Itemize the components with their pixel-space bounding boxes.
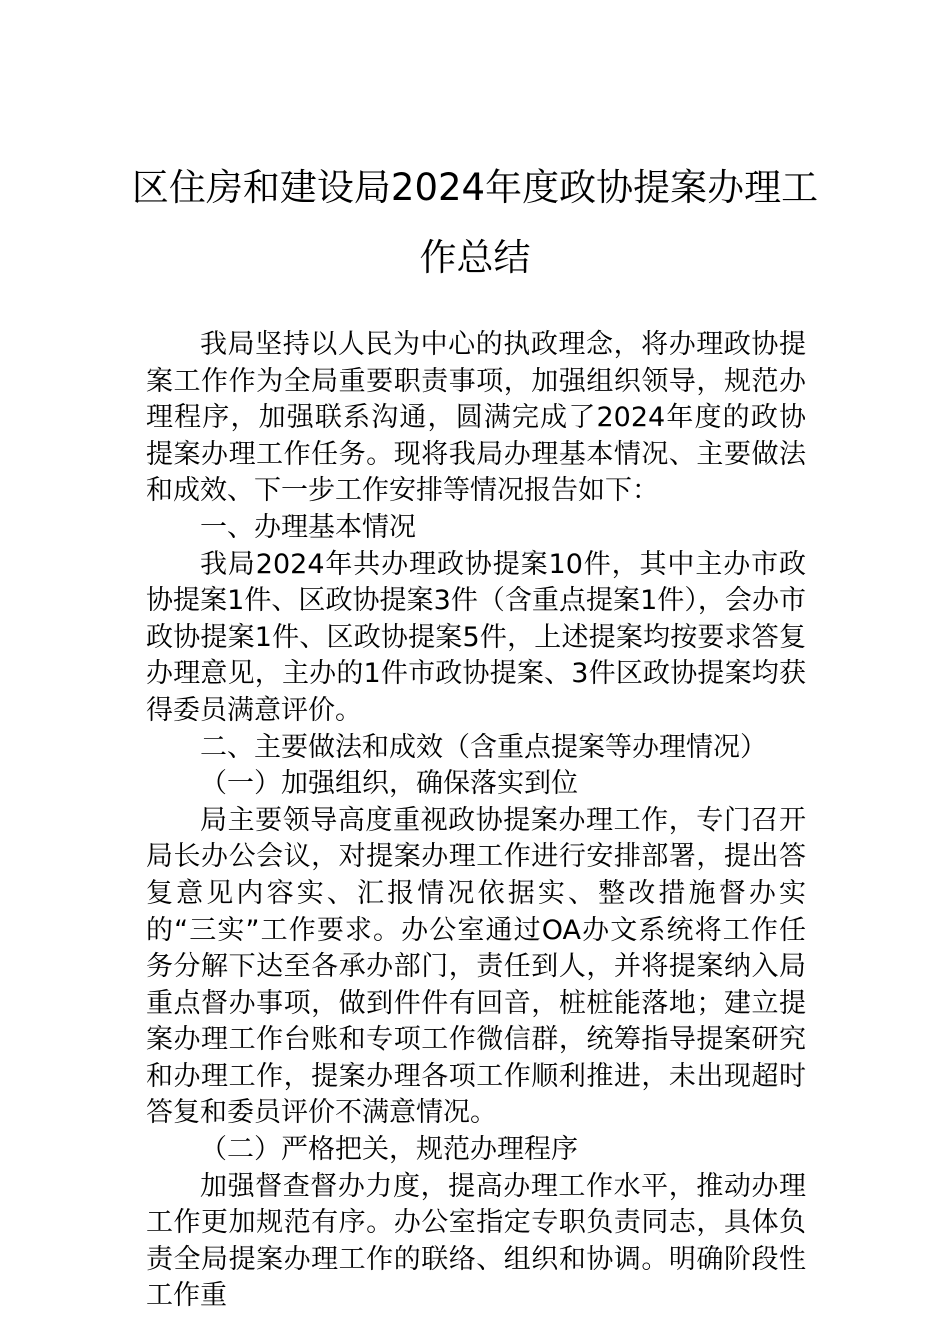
- paragraph-procedure: 加强督查督办力度，提高办理工作水平，推动办理工作更加规范有序。办公室指定专职负责同志，具体负责全局提案办理工作的联络、组织和协调。明确阶段性工作重: [146, 1170, 806, 1312]
- document-title-line-2: 作总结: [419, 236, 531, 279]
- subsection-heading-1: （一）加强组织，确保落实到位: [200, 768, 578, 800]
- section-heading-1: 一、办理基本情况: [200, 511, 416, 543]
- paragraph-organization: 局主要领导高度重视政协提案办理工作，专门召开局长办公会议，对提案办理工作进行安排部署，提出答复意见内容实、汇报情况依据实、整改措施督办实的“三实”工作要求。办公室通过OA办文系统将工作任务分解下达至各承办部门，责任到人，并将提案纳入局重点督办事项，做到件件有回音，桩桩能落地；建立提案办理工作台账和专项工作微信群，统筹指导提案研究和办理工作，提案办理各项工作顺利推进，未出现超时答复和委员评价不满意情况。: [146, 804, 806, 1129]
- intro-paragraph: 我局坚持以人民为中心的执政理念，将办理政协提案工作作为全局重要职责事项，加强组织领导，规范办理程序，加强联系沟通，圆满完成了2024年度的政协提案办理工作任务。现将我局办理基本情况、主要做法和成效、下一步工作安排等情况报告如下：: [146, 329, 806, 507]
- document-title-line-1: 区住房和建设局2024年度政协提案办理工: [131, 166, 819, 209]
- section-heading-2: 二、主要做法和成效（含重点提案等办理情况）: [200, 731, 767, 763]
- paragraph-basic-situation: 我局2024年共办理政协提案10件，其中主办市政协提案1件、区政协提案3件（含重点提案1件），会办市政协提案1件、区政协提案5件，上述提案均按要求答复办理意见，主办的1件市政协提案、3件区政协提案均获得委员满意评价。: [146, 548, 806, 726]
- document-body: [146, 327, 806, 1315]
- subsection-heading-2: （二）严格把关，规范办理程序: [200, 1134, 578, 1166]
